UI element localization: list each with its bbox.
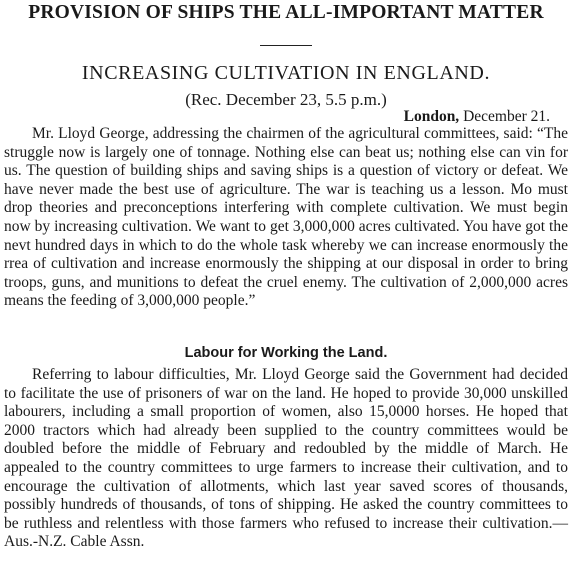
section-heading: Labour for Working the Land. (184, 345, 388, 361)
divider-rule (260, 45, 312, 46)
news-article (4, 0, 568, 569)
subheadline: INCREASING CULTIVATION IN ENGLAND. (81, 62, 491, 84)
received-note: (Rec. December 23, 5.5 p.m.) (185, 90, 387, 109)
dateline (404, 107, 550, 127)
dateline-city: London, (403, 108, 460, 125)
body-paragraph-2: Referring to labour difficulties, Mr. Lloyd George said the Government had decided to facilitate the use of prisoners of war on the land. He hoped to provide 30,000 unskilled labourers, including a small proportion of women, also 15,0000 horses. He hoped that 2000 tractors which had already been supplied to the country committees would be doubled before the middle of February and redoubled by the middle of March. He appealed to the country committees to urge farmers to increase their cultivation, and to encourage the cultivation of allotments, which last year saved scores of thousands, possibly hundreds of thousands, of tons of shipping. He asked the country committees to be ruthless and relentless with those farmers who refused to increase their cultivation.—Aus.-N.Z. Cable Assn. (4, 366, 568, 551)
dateline-date: December 21. (463, 108, 550, 125)
headline: PROVISION OF SHIPS THE ALL-IMPORTANT MATTER (28, 2, 544, 23)
body-paragraph-1: Mr. Lloyd George, addressing the chairmen of the agricultural committees, said: “The struggle now is largely one of tonnage. Nothing else can beat us; nothing else can vin for us. The question of building ships and saving ships is a question of victory or defeat. We have never made the best use of agriculture. The war is teaching us a lesson. Mo must drop theories and preconceptions interfering with complete cultivation. We must begin now by increasing cultivation. We want to get 3,000,000 acres cultivated. You have got the nevt hundred days in which to do the whole task whereby we can increase enormously the rrea of cultivation and increase enormously the shipping at our disposal in order to bring troops, guns, and munitions to defeat the cruel enemy. The cultivation of 2,000,000 acres means the feeding of 3,000,000 people.” (4, 125, 568, 310)
